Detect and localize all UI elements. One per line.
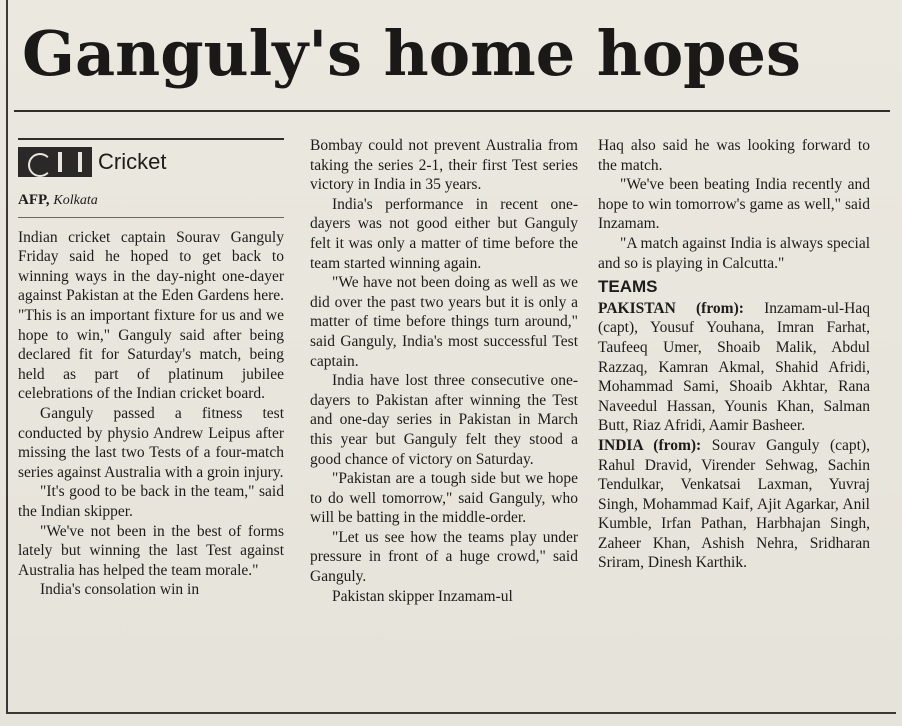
- bottom-border-rule: [6, 712, 896, 714]
- article-column-1: [18, 120, 284, 600]
- paragraph: Pakistan skipper Inzamam-ul: [332, 587, 513, 605]
- article-column-2: [310, 136, 578, 606]
- paragraph: "We've been beating India recently and hope to win tomorrow's game as well," said Inzamam.: [598, 176, 870, 233]
- india-squad: [598, 436, 870, 573]
- section-label: Cricket: [98, 149, 167, 175]
- byline-agency: AFP,: [18, 192, 50, 208]
- paragraph: "Let us see how the teams play under pressure in front of a huge crowd," said Ganguly.: [310, 528, 578, 586]
- paragraph: "We've not been in the best of forms lately but winning the last Test against Australia has helped the team morale.": [18, 522, 284, 579]
- paragraph: Haq also said he was looking forward to the match.: [598, 137, 870, 174]
- cricket-icon: [18, 147, 92, 177]
- paragraph: Ganguly passed a fitness test conducted by physio Andrew Leipus after missing the last two Tests of a four-match series against Australia with a groin injury.: [18, 404, 284, 481]
- byline: [18, 190, 284, 218]
- paragraph: "A match against India is always special and so is playing in Calcutta.": [598, 234, 870, 272]
- india-squad-players: Sourav Ganguly (capt), Rahul Dravid, Virender Sehwag, Sachin Tendulkar, Venkatsai Laxman, Yuvraj Singh, Mohammad Kaif, Ajit Agarkar, Anil Kumble, Irfan Pathan, Harbhajan Singh, Zaheer Khan, Ashish Nehra, Sridharan Sriram, Dinesh Karthik.: [598, 436, 871, 572]
- pakistan-squad: [598, 299, 870, 436]
- headline: Ganguly's home hopes: [22, 17, 801, 90]
- left-border-rule: [6, 0, 8, 712]
- pakistan-squad-players: Inzamam-ul-Haq (capt), Yousuf Youhana, Imran Farhat, Taufeeq Umer, Shoaib Malik, Abdul Razzaq, Kamran Akmal, Shahid Afridi, Mohammad Sami, Shoaib Akhtar, Rana Naveedul Hassan, Younis Khan, Salman Butt, Riaz Afridi, Aamir Basheer.: [598, 299, 871, 435]
- teams-heading: TEAMS: [598, 277, 658, 297]
- paragraph: "It's good to be back in the team," said the Indian skipper.: [18, 483, 284, 520]
- india-squad-label: INDIA (from):: [598, 436, 702, 454]
- paragraph: Bombay could not prevent Australia from taking the series 2-1, their first Test series victory in India in 35 years.: [310, 137, 578, 194]
- article-column-3: [598, 136, 870, 573]
- paragraph: India have lost three consecutive one-dayers to Pakistan after winning the Test and one-day series in Pakistan in March this year but Ganguly felt they stood a good chance of victory on Saturday.: [310, 372, 578, 468]
- paragraph: Indian cricket captain Sourav Ganguly Friday said he hoped to get back to winning ways in the day-night one-dayer against Pakistan at the Eden Gardens here. "This is an important fixture for us and we hope to win," Ganguly said after being declared fit for Saturday's match, being held as part of platinum jubilee celebrations of the Indian cricket board.: [18, 228, 284, 403]
- paragraph: "We have not been doing as well as we did over the past two years but it is only a matter of time before things turn around," said Ganguly, India's most successful Test captain.: [310, 274, 578, 370]
- section-kicker: [18, 138, 284, 184]
- paragraph: "Pakistan are a tough side but we hope to do well tomorrow," said Ganguly, who will be batting in the middle-order.: [310, 470, 578, 527]
- pakistan-squad-label: PAKISTAN (from):: [598, 299, 744, 317]
- headline-rule: [14, 110, 890, 112]
- byline-place: Kolkata: [53, 193, 98, 208]
- paragraph: India's performance in recent one-dayers was not good either but Ganguly felt it was only a matter of time before the team started winning again.: [310, 195, 578, 272]
- paragraph: India's consolation win in: [40, 581, 200, 599]
